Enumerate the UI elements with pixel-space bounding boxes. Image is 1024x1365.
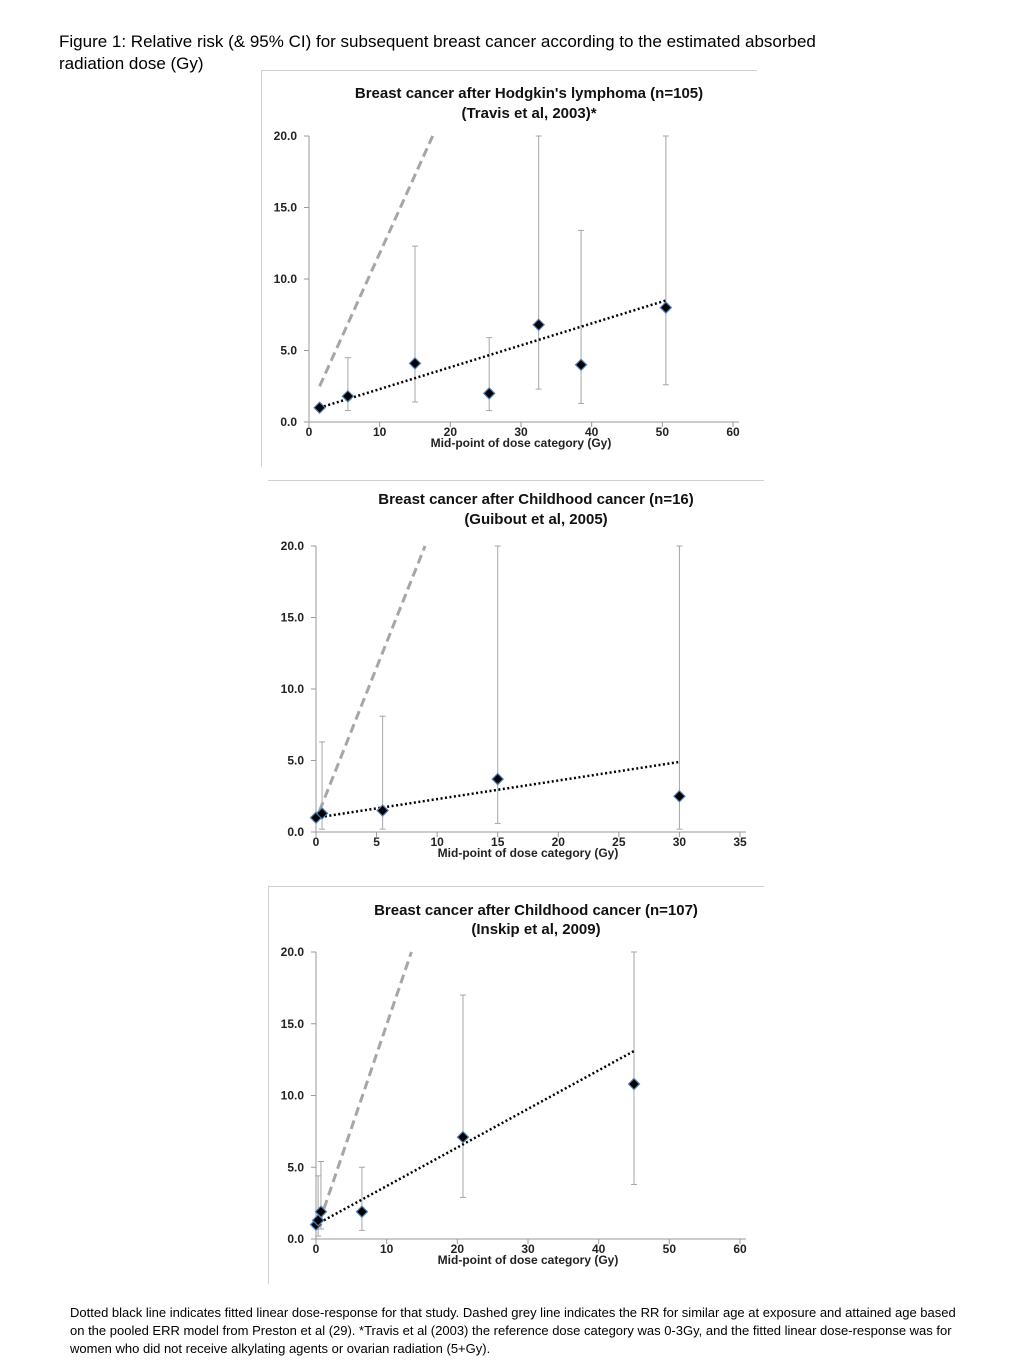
data-point-marker	[674, 791, 685, 802]
preston-reference-line	[320, 546, 425, 811]
y-tick-label: 0.0	[287, 1232, 304, 1246]
data-point-marker	[377, 805, 388, 816]
y-tick-label: 10.0	[273, 272, 297, 286]
y-tick-label: 5.0	[287, 1160, 304, 1175]
chart-title-line: (Inskip et al, 2009)	[471, 921, 601, 938]
data-point-marker	[484, 388, 495, 399]
y-tick-label: 15.0	[280, 1016, 304, 1031]
x-tick-label: 30	[672, 835, 687, 849]
x-tick-label: 25	[612, 835, 626, 849]
chart-panel-inskip	[268, 886, 764, 1284]
x-axis-label: Mid-point of dose category (Gy)	[437, 1253, 619, 1267]
x-tick-label: 50	[662, 1242, 677, 1256]
data-point-marker	[314, 402, 325, 413]
x-tick-label: 40	[591, 1242, 606, 1256]
chart-svg	[261, 70, 757, 467]
chart-panel-travis	[261, 70, 757, 467]
chart-svg	[268, 480, 764, 872]
data-point-marker	[342, 391, 353, 402]
x-tick-label: 60	[726, 425, 740, 439]
preston-reference-line	[320, 136, 433, 386]
x-tick-label: 40	[584, 425, 599, 439]
figure-title: Figure 1: Relative risk (& 95% CI) for subsequent breast cancer according to the estimated absorbed radiation dose (Gy)	[59, 32, 816, 73]
chart-title-line: Breast cancer after Childhood cancer (n=107)	[374, 902, 698, 919]
x-tick-label: 0	[312, 835, 320, 849]
chart-panel-guibout	[268, 480, 764, 872]
y-tick-label: 20.0	[280, 539, 304, 553]
x-tick-label: 0	[312, 1242, 320, 1256]
x-tick-label: 30	[521, 1242, 535, 1256]
x-tick-label: 20	[450, 1242, 465, 1256]
y-tick-label: 0.0	[280, 415, 297, 429]
x-tick-label: 10	[379, 1242, 394, 1256]
x-tick-label: 10	[430, 835, 444, 849]
data-point-marker	[660, 302, 671, 313]
x-axis-label: Mid-point of dose category (Gy)	[430, 436, 612, 450]
data-point-marker	[356, 1206, 367, 1217]
y-tick-label: 15.0	[280, 610, 304, 625]
x-tick-label: 50	[655, 425, 670, 439]
chart-title-line: Breast cancer after Hodgkin's lymphoma (n=105)	[354, 85, 704, 102]
x-tick-label: 60	[733, 1242, 747, 1256]
y-tick-label: 5.0	[280, 343, 297, 358]
x-axis-label: Mid-point of dose category (Gy)	[437, 846, 619, 860]
y-tick-label: 10.0	[280, 682, 304, 696]
chart-svg	[268, 886, 764, 1284]
chart-title-line: (Travis et al, 2003)*	[461, 105, 597, 122]
fitted-dose-response-line	[316, 1051, 634, 1225]
x-tick-label: 20	[443, 425, 458, 439]
data-point-marker	[576, 359, 587, 370]
y-tick-label: 20.0	[273, 129, 297, 143]
x-tick-label: 10	[372, 425, 387, 439]
data-point-marker	[492, 774, 503, 785]
x-tick-label: 30	[514, 425, 528, 439]
x-tick-label: 0	[305, 425, 313, 439]
chart-title-line: (Guibout et al, 2005)	[464, 511, 608, 528]
y-tick-label: 15.0	[273, 200, 297, 215]
data-point-marker	[629, 1079, 640, 1090]
y-tick-label: 20.0	[280, 945, 304, 959]
chart-title-line: Breast cancer after Childhood cancer (n=16)	[378, 491, 694, 508]
x-tick-label: 20	[551, 835, 565, 849]
x-tick-label: 5	[373, 835, 380, 849]
x-tick-label: 15	[491, 835, 505, 849]
figure-footnote: Dotted black line indicates fitted linear dose-response for that study. Dashed grey line indicates the RR for similar age at exposure and attained age based on the pooled ERR model from Preston et al (29). *Travis et al (2003) the reference dose category was 0-3Gy, and the fitted linear dose-response was for women who did not receive alkylating agents or ovarian radiation (5+Gy).	[70, 1305, 956, 1356]
y-tick-label: 5.0	[287, 753, 304, 768]
data-point-marker	[533, 319, 544, 330]
y-tick-label: 0.0	[287, 825, 304, 839]
preston-reference-line	[320, 952, 412, 1222]
y-tick-label: 10.0	[280, 1088, 304, 1103]
x-tick-label: 35	[733, 835, 747, 849]
data-point-marker	[410, 358, 421, 369]
